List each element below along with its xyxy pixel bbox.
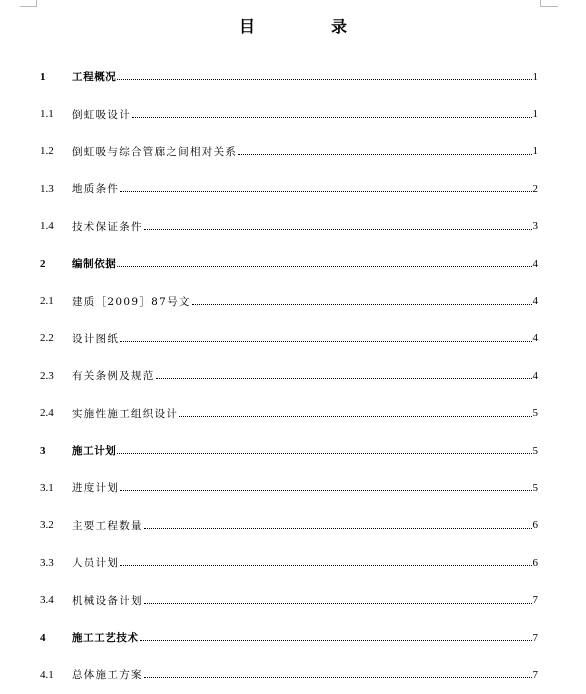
toc-entry-page-number: 4 — [532, 332, 538, 345]
toc-entry-number: 1.4 — [40, 220, 54, 233]
toc-entry-page-number: 1 — [532, 70, 538, 83]
toc-entry-title[interactable]: 主要工程数量 — [72, 519, 143, 532]
dot-leader — [238, 154, 531, 155]
toc-entry-number: 3.3 — [40, 556, 54, 569]
toc-entry-page-number: 7 — [532, 668, 538, 681]
table-of-contents — [40, 58, 538, 694]
toc-entry-page-number: 4 — [532, 295, 538, 308]
dot-leader — [117, 79, 531, 80]
dot-leader — [120, 565, 531, 566]
toc-entry[interactable] — [40, 581, 538, 618]
toc-entry-number: 3 — [40, 444, 46, 457]
dot-leader — [144, 229, 532, 230]
toc-entry-number: 1.2 — [40, 145, 54, 158]
dot-leader — [179, 416, 531, 417]
crop-mark-right-vertical — [540, 0, 541, 7]
toc-entry[interactable] — [40, 357, 538, 394]
toc-entry[interactable] — [40, 95, 538, 132]
toc-entry[interactable] — [40, 432, 538, 469]
toc-entry-page-number: 4 — [532, 369, 538, 382]
toc-entry-title[interactable]: 编制依据 — [72, 258, 117, 271]
dot-leader — [132, 117, 532, 118]
toc-entry-page-number: 1 — [532, 145, 538, 158]
toc-entry-number: 1 — [40, 70, 46, 83]
crop-mark-right-horizontal — [540, 6, 558, 7]
dot-leader — [192, 304, 532, 305]
toc-entry[interactable] — [40, 395, 538, 432]
dot-leader — [144, 603, 532, 604]
toc-entry-title[interactable]: 进度计划 — [72, 482, 120, 495]
crop-mark-left-horizontal — [20, 6, 36, 7]
toc-entry-page-number: 6 — [532, 519, 538, 532]
toc-entry-page-number: 5 — [532, 481, 538, 494]
toc-entry-title[interactable]: 总体施工方案 — [72, 669, 143, 682]
toc-entry-page-number: 7 — [532, 594, 538, 607]
toc-entry-page-number: 3 — [532, 220, 538, 233]
toc-entry[interactable] — [40, 58, 538, 95]
toc-entry-page-number: 6 — [532, 556, 538, 569]
dot-leader — [117, 266, 531, 267]
dot-leader — [120, 490, 531, 491]
dot-leader — [140, 640, 532, 641]
toc-entry-title[interactable]: 工程概况 — [72, 71, 117, 84]
dot-leader — [156, 378, 532, 379]
toc-entry-title[interactable]: 技术保证条件 — [72, 220, 143, 233]
toc-entry[interactable] — [40, 469, 538, 506]
toc-entry-number: 3.1 — [40, 481, 54, 494]
toc-entry-number: 4.1 — [40, 668, 54, 681]
toc-entry-page-number: 1 — [532, 108, 538, 121]
toc-entry-number: 2.3 — [40, 369, 54, 382]
toc-entry-number: 2.4 — [40, 407, 54, 420]
toc-entry-number: 3.4 — [40, 594, 54, 607]
toc-entry-number: 3.2 — [40, 519, 54, 532]
crop-mark-left-vertical — [36, 0, 37, 7]
toc-entry-number: 1.1 — [40, 108, 54, 121]
dot-leader — [144, 677, 532, 678]
toc-entry-title[interactable]: 建质［2009］87号文 — [72, 295, 191, 308]
toc-entry-title[interactable]: 机械设备计划 — [72, 594, 143, 607]
dot-leader — [120, 191, 531, 192]
toc-entry-page-number: 5 — [532, 407, 538, 420]
dot-leader — [144, 528, 532, 529]
toc-entry[interactable] — [40, 507, 538, 544]
toc-entry-number: 2 — [40, 257, 46, 270]
toc-entry-number: 1.3 — [40, 182, 54, 195]
toc-entry-title[interactable]: 设计图纸 — [72, 332, 120, 345]
toc-entry[interactable] — [40, 170, 538, 207]
dot-leader — [117, 453, 531, 454]
toc-entry[interactable] — [40, 208, 538, 245]
toc-entry[interactable] — [40, 619, 538, 656]
toc-entry-title[interactable]: 倒虹吸设计 — [72, 108, 131, 121]
toc-entry-number: 2.1 — [40, 295, 54, 308]
toc-entry-page-number: 7 — [532, 631, 538, 644]
toc-entry[interactable] — [40, 656, 538, 693]
toc-entry-title[interactable]: 有关条例及规范 — [72, 370, 155, 383]
toc-entry[interactable] — [40, 245, 538, 282]
toc-entry-title[interactable]: 实施性施工组织设计 — [72, 407, 179, 420]
toc-entry-page-number: 4 — [532, 257, 538, 270]
toc-entry-number: 4 — [40, 631, 46, 644]
toc-entry-title[interactable]: 倒虹吸与综合管廊之间相对关系 — [72, 145, 238, 158]
toc-entry[interactable] — [40, 320, 538, 357]
toc-entry[interactable] — [40, 133, 538, 170]
toc-entry[interactable] — [40, 282, 538, 319]
toc-entry-page-number: 5 — [532, 444, 538, 457]
toc-entry-page-number: 2 — [532, 182, 538, 195]
toc-entry-title[interactable]: 施工计划 — [72, 445, 117, 458]
toc-entry-number: 2.2 — [40, 332, 54, 345]
toc-entry[interactable] — [40, 544, 538, 581]
toc-entry-title[interactable]: 地质条件 — [72, 183, 120, 196]
toc-entry-title[interactable]: 人员计划 — [72, 557, 120, 570]
dot-leader — [120, 341, 531, 342]
toc-title: 目 录 — [238, 17, 377, 36]
toc-entry-title[interactable]: 施工工艺技术 — [72, 632, 139, 645]
